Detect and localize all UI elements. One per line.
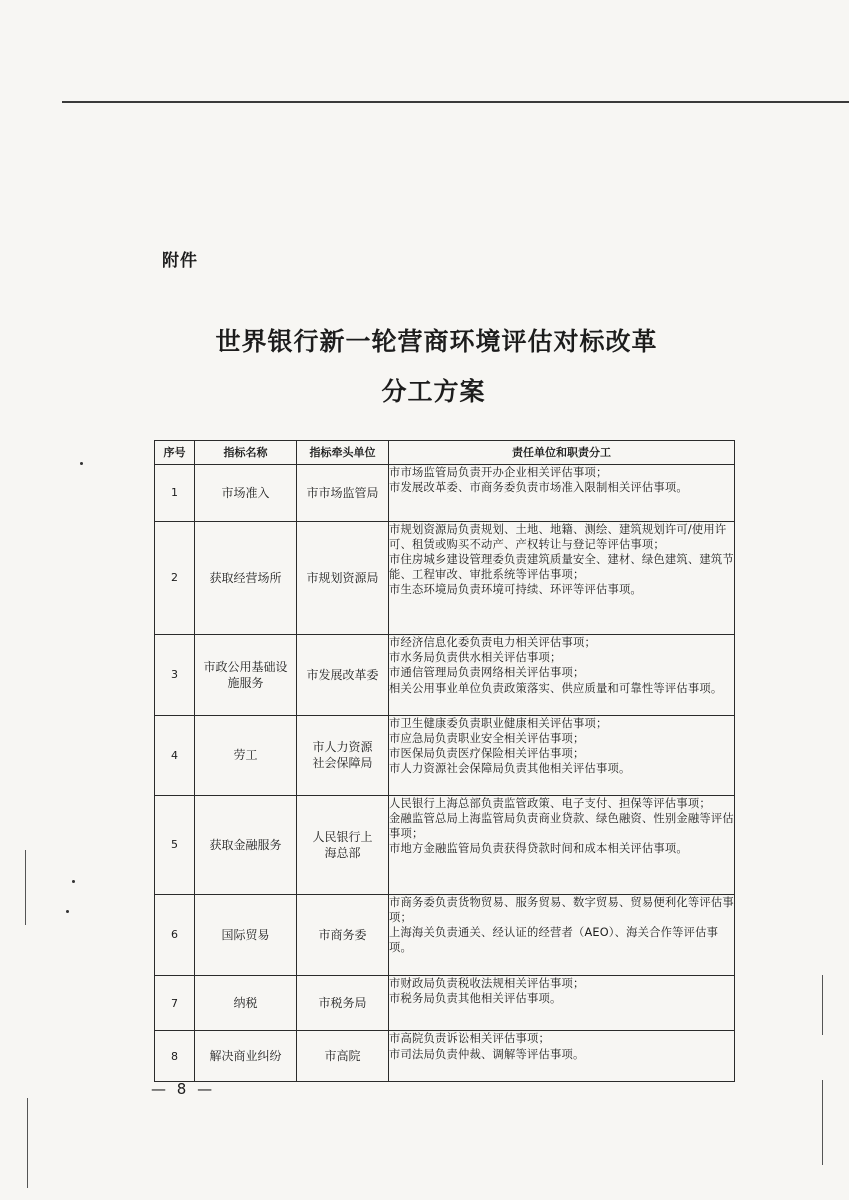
responsibility-line: 市应急局负责职业安全相关评估事项；: [389, 732, 585, 746]
lead-unit: 市市场监管局: [297, 465, 389, 522]
lead-unit: 市高院: [297, 1031, 389, 1082]
lead-unit: 市发展改革委: [297, 634, 389, 715]
page-number: — 8 —: [151, 1080, 216, 1098]
table-row: [155, 715, 735, 795]
responsibility-line: 市发展改革委、市商务委负责市场准入限制相关评估事项。: [389, 481, 688, 495]
responsibility-line: 市住房城乡建设管理委负责建筑质量安全、建材、绿色建筑、建筑节能、工程审改、审批系统等评估事项；: [389, 553, 734, 582]
responsibility-line: 市经济信息化委负责电力相关评估事项；: [389, 635, 596, 649]
scan-speck: [80, 462, 83, 465]
document-subtitle: 分工方案: [381, 377, 486, 406]
responsibility-line: 相关公用事业单位负责政策落实、供应质量和可靠性等评估事项。: [389, 681, 723, 695]
responsibility-cell: [389, 465, 735, 522]
row-number: 8: [155, 1031, 195, 1082]
document-title: 世界银行新一轮营商环境评估对标改革: [215, 327, 658, 356]
responsibility-line: 上海海关负责通关、经认证的经营者（AEO）、海关合作等评估事项。: [389, 926, 719, 955]
lead-unit: 人民银行上海总部: [297, 795, 389, 894]
responsibility-cell: [389, 795, 735, 894]
indicator-name: 获取经营场所: [195, 521, 297, 634]
responsibility-line: 市财政局负责税收法规相关评估事项；: [389, 976, 585, 990]
responsibility-line: 市生态环境局负责环境可持续、环评等评估事项。: [389, 583, 642, 597]
row-number: 4: [155, 715, 195, 795]
responsibility-line: 市通信管理局负责网络相关评估事项；: [389, 666, 585, 680]
table-row: [155, 465, 735, 522]
responsibility-line: 市卫生健康委负责职业健康相关评估事项；: [389, 716, 608, 730]
scan-speck: [66, 910, 69, 913]
lead-unit: 市人力资源社会保障局: [297, 715, 389, 795]
scan-speck: [72, 880, 75, 883]
row-number: 5: [155, 795, 195, 894]
column-header-indicator: 指标名称: [195, 441, 297, 465]
responsibility-line: 金融监管总局上海监管局负责商业贷款、绿色融资、性别金融等评估事项；: [389, 811, 734, 841]
indicator-name: 解决商业纠纷: [195, 1031, 297, 1082]
scan-edge-line: [822, 1080, 823, 1165]
responsibility-line: 市司法局负责仲裁、调解等评估事项。: [389, 1047, 585, 1061]
scan-edge-line: [25, 850, 26, 925]
responsibility-cell: [389, 975, 735, 1031]
indicator-name: 劳工: [195, 715, 297, 795]
table-row: [155, 975, 735, 1031]
responsibility-cell: [389, 894, 735, 975]
responsibility-line: 市人力资源社会保障局负责其他相关评估事项。: [389, 762, 631, 776]
responsibility-line: 市高院负责诉讼相关评估事项；: [389, 1032, 550, 1046]
responsibility-cell: [389, 521, 735, 634]
row-number: 2: [155, 521, 195, 634]
responsibility-line: 市规划资源局负责规划、土地、地籍、测绘、建筑规划许可/使用许可、租赁或购买不动产、产权转让与登记等评估事项；: [389, 522, 727, 551]
column-header-responsibility: 责任单位和职责分工: [389, 441, 735, 465]
indicator-name: 获取金融服务: [195, 795, 297, 894]
responsibility-line: 市医保局负责医疗保险相关评估事项；: [389, 747, 585, 761]
table-row: [155, 1031, 735, 1082]
indicator-name: 市政公用基础设施服务: [195, 634, 297, 715]
scan-edge-line: [822, 975, 823, 1035]
indicator-name: 纳税: [195, 975, 297, 1031]
row-number: 3: [155, 634, 195, 715]
lead-unit: 市税务局: [297, 975, 389, 1031]
table-row: [155, 634, 735, 715]
lead-unit: 市商务委: [297, 894, 389, 975]
indicator-name: 国际贸易: [195, 894, 297, 975]
responsibility-line: 市商务委负责货物贸易、服务贸易、数字贸易、贸易便利化等评估事项；: [389, 895, 734, 925]
responsibility-line: 人民银行上海总部负责监管政策、电子支付、担保等评估事项；: [389, 796, 711, 810]
row-number: 7: [155, 975, 195, 1031]
responsibility-line: 市税务局负责其他相关评估事项。: [389, 991, 562, 1005]
assignment-table: [154, 440, 735, 1082]
table-header-row: [155, 441, 735, 465]
responsibility-cell: [389, 1031, 735, 1082]
column-header-lead-unit: 指标牵头单位: [297, 441, 389, 465]
lead-unit: 市规划资源局: [297, 521, 389, 634]
table-row: [155, 894, 735, 975]
row-number: 6: [155, 894, 195, 975]
indicator-name: 市场准入: [195, 465, 297, 522]
row-number: 1: [155, 465, 195, 522]
attachment-label: 附件: [162, 251, 198, 271]
column-header-no: 序号: [155, 441, 195, 465]
table-row: [155, 795, 735, 894]
responsibility-line: 市市场监管局负责开办企业相关评估事项；: [389, 466, 608, 479]
responsibility-cell: [389, 715, 735, 795]
responsibility-cell: [389, 634, 735, 715]
table-row: [155, 521, 735, 634]
responsibility-line: 市地方金融监管局负责获得贷款时间和成本相关评估事项。: [389, 842, 688, 856]
responsibility-line: 市水务局负责供水相关评估事项；: [389, 651, 562, 665]
header-rule: [62, 101, 849, 103]
scan-edge-line: [27, 1098, 28, 1188]
